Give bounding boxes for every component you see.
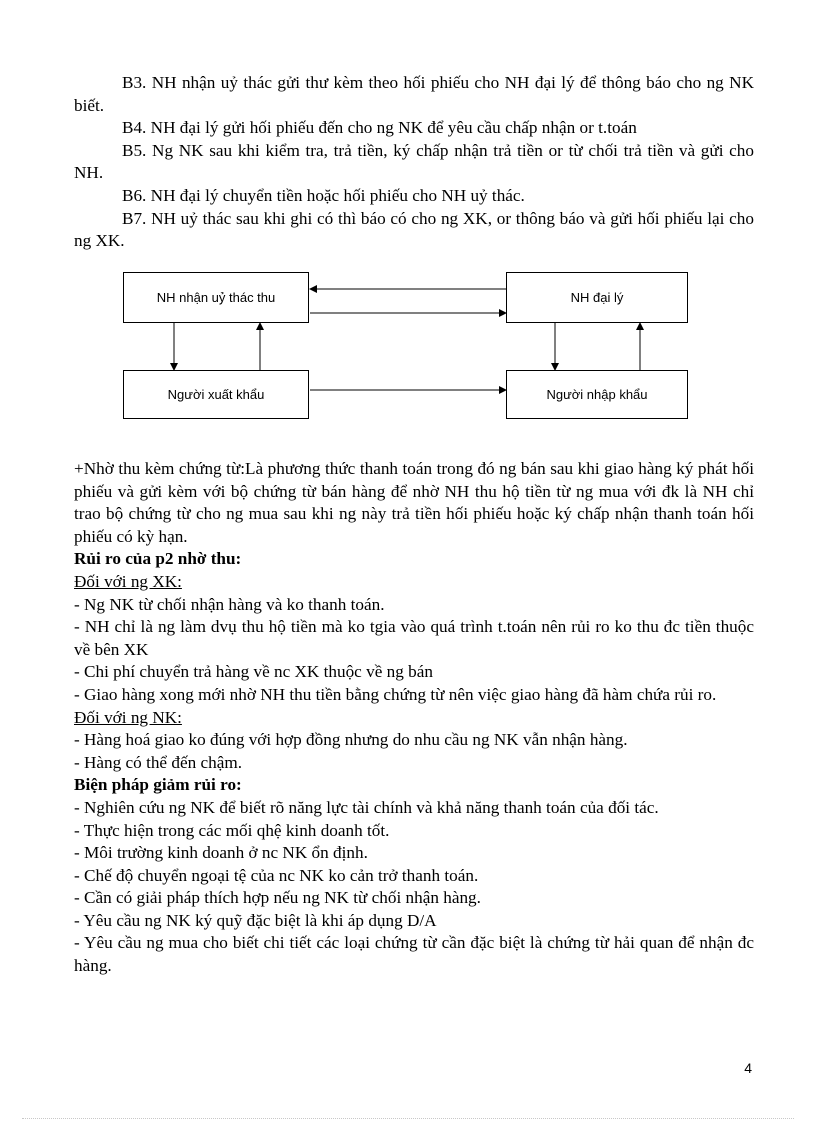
body-section (74, 458, 754, 978)
definition-paragraph: +Nhờ thu kèm chứng từ:Là phương thức thanh toán trong đó ng bán sau khi giao hàng ký phát hối phiếu và gửi kèm với bộ chứng từ bán hàng để nhờ NH thu hộ tiền từ ng mua với đk là NH chỉ trao bộ chứng từ cho ng mua sau khi ng này trả tiền hối phiếu hoặc ký chấp nhận thanh toán hối phiếu có kỳ hạn. (74, 459, 754, 546)
collection-flow-diagram (0, 260, 816, 430)
importer-risk-2: - Hàng có thể đến chậm. (74, 752, 242, 772)
box-importer: Người nhập khẩu (506, 370, 688, 419)
box-bank-entrust: NH nhận uỷ thác thu (123, 272, 309, 323)
risk-heading: Rủi ro của p2 nhờ thu: (74, 549, 242, 569)
step-b7: B7. NH uỷ thác sau khi ghi có thì báo có cho ng XK, or thông báo và gửi hối phiếu lại cho ng XK. (74, 208, 754, 251)
box-exporter: Người xuất khẩu (123, 370, 309, 419)
exporter-heading: Đối với ng XK: (74, 571, 182, 591)
mitigation-7: - Yêu cầu ng mua cho biết chi tiết các loại chứng từ cần đặc biệt là chứng từ hải quan để nhận đc hàng. (74, 933, 754, 976)
exporter-risk-1: - Ng NK từ chối nhận hàng và ko thanh toán. (74, 594, 385, 614)
importer-heading: Đối với ng NK: (74, 707, 182, 727)
exporter-risk-4: - Giao hàng xong mới nhờ NH thu tiền bằng chứng từ nên việc giao hàng đã hàm chứa rủi ro. (74, 684, 717, 704)
mitigation-1: - Nghiên cứu ng NK để biết rõ năng lực tài chính và khả năng thanh toán của đối tác. (74, 797, 659, 817)
mitigation-heading: Biện pháp giảm rủi ro: (74, 775, 242, 795)
step-b3: B3. NH nhận uỷ thác gửi thư kèm theo hối phiếu cho NH đại lý để thông báo cho ng NK biết. (74, 73, 754, 115)
mitigation-2: - Thực hiện trong các mối qhệ kinh doanh tốt. (74, 820, 390, 840)
box-bank-agent: NH đại lý (506, 272, 688, 323)
exporter-risk-3: - Chi phí chuyển trả hàng về nc XK thuộc về ng bán (74, 662, 433, 682)
mitigation-6: - Yêu cầu ng NK ký quỹ đặc biệt là khi áp dụng D/A (74, 910, 437, 930)
step-b6: B6. NH đại lý chuyển tiền hoặc hối phiếu cho NH uỷ thác. (122, 185, 525, 205)
page-bottom-divider (22, 1118, 794, 1119)
step-b4: B4. NH đại lý gửi hối phiếu đến cho ng NK để yêu cầu chấp nhận or t.toán (122, 118, 637, 138)
steps-section (74, 72, 754, 253)
exporter-risk-2: - NH chỉ là ng làm dvụ thu hộ tiền mà ko tgia vào quá trình t.toán nên rủi ro ko thu đc tiền thuộc về bên XK (74, 617, 754, 659)
mitigation-5: - Cần có giải pháp thích hợp nếu ng NK từ chối nhận hàng. (74, 888, 481, 908)
step-b5: B5. Ng NK sau khi kiểm tra, trả tiền, ký chấp nhận trả tiền or từ chối trả tiền và gửi cho NH. (74, 140, 754, 183)
importer-risk-1: - Hàng hoá giao ko đúng với hợp đồng nhưng do nhu cầu ng NK vẫn nhận hàng. (74, 730, 628, 750)
mitigation-3: - Môi trường kinh doanh ở nc NK ổn định. (74, 843, 368, 863)
page-number: 4 (744, 1060, 752, 1076)
mitigation-4: - Chế độ chuyển ngoại tệ của nc NK ko cản trở thanh toán. (74, 865, 479, 885)
